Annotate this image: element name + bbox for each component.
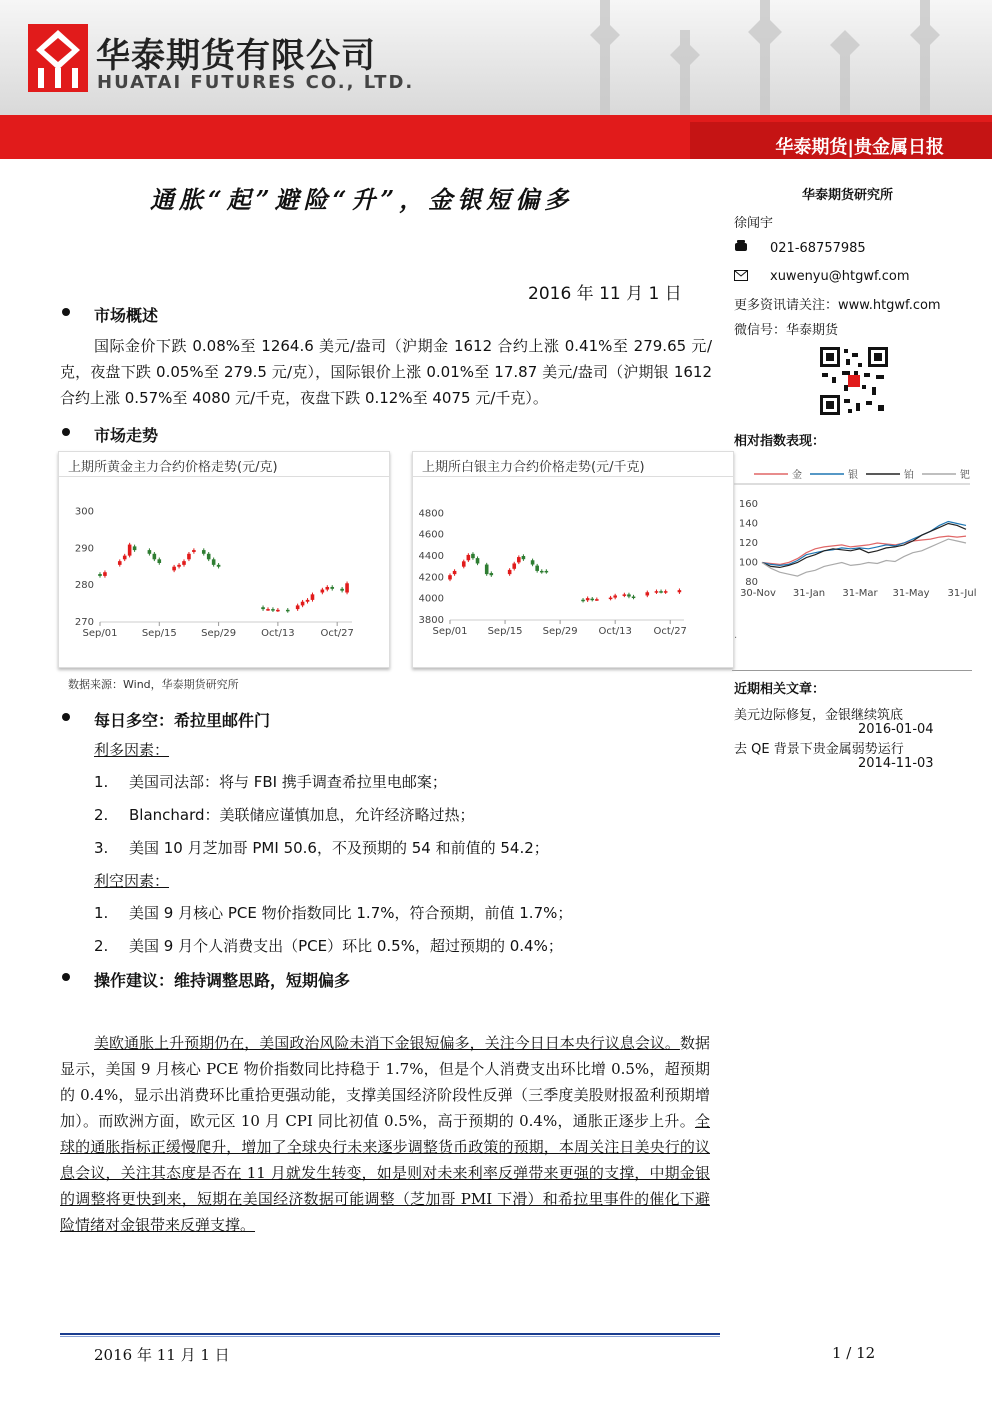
candle-body — [540, 571, 544, 573]
candle-body — [123, 556, 127, 560]
chart-title-divider — [58, 476, 390, 477]
y-tick-label: 300 — [74, 506, 94, 518]
candle-body — [217, 565, 221, 567]
candle-body — [321, 590, 325, 593]
bull-factors-label: 利多因素： — [94, 741, 170, 759]
x-tick-label: Sep/01 — [82, 628, 118, 639]
candle-body — [118, 561, 122, 565]
data-source: 数据来源：Wind，华泰期货研究所 — [68, 678, 239, 691]
article-title[interactable]: 去 QE 背景下贵金属弱势运行 — [734, 742, 904, 757]
advice-body: 数据显示，美国 9 月核心 PCE 物价指数同比持稳于 1.7%，但是个人消费支出环比增 0.5%，超预期的 0.4%，显示出消费环比重拾更强动能，支撑美国经济阶段性反弹（三季度美股财报盈利预期增加）。而欧洲方面，欧元区 10 月 CPI 同比初值 0.5%，高于预期的 0.4%，通胀正逐步上升。 — [60, 1034, 710, 1130]
candle-body — [471, 554, 475, 558]
candle-body — [128, 545, 132, 556]
candle-body — [177, 565, 181, 567]
candle-body — [522, 556, 526, 559]
x-tick-label: Sep/15 — [487, 626, 523, 637]
article-date: 2016-01-04 — [858, 722, 934, 737]
y-tick-label: 270 — [74, 617, 94, 628]
candle-body — [448, 575, 452, 579]
related-articles-label: 近期相关文章： — [734, 682, 826, 697]
chart-title-divider — [412, 476, 734, 477]
y-tick-label: 4800 — [418, 508, 444, 520]
candle-body — [98, 574, 102, 576]
silver-chart-title: 上期所白银主力合约价格走势(元/千克) — [422, 460, 645, 475]
list-item: 美国 10 月芝加哥 PMI 50.6，不及预期的 54 和前值的 54.2； — [129, 839, 549, 857]
report-type-label: 华泰期货|贵金属日报 — [775, 137, 944, 158]
silver-price-chart — [412, 494, 702, 650]
chart-dot: . — [734, 630, 738, 641]
candle-body — [508, 570, 512, 574]
bullet — [62, 428, 70, 436]
candle-body — [632, 597, 636, 599]
y-tick-label: 280 — [74, 580, 94, 592]
candle-body — [207, 554, 211, 560]
x-tick-label: Oct/27 — [653, 626, 687, 637]
candle-body — [659, 591, 663, 593]
candle-body — [545, 571, 549, 573]
footer-divider — [60, 1333, 720, 1335]
footer-date: 2016 年 11 月 1 日 — [94, 1346, 230, 1364]
section-heading: 市场走势 — [94, 426, 159, 445]
legend-label: 铂 — [904, 470, 914, 481]
candle-body — [489, 573, 493, 575]
candle-body — [655, 591, 659, 593]
x-tick-label: 31-Mar — [842, 588, 878, 599]
company-name-en: HUATAI FUTURES CO., LTD. — [97, 72, 415, 93]
candle-body — [103, 572, 107, 576]
list-item: Blanchard：美联储应谨慎加息，允许经济略过热； — [129, 806, 475, 824]
bullet — [62, 308, 70, 316]
legend-label: 金 — [792, 470, 802, 481]
candle-body — [590, 599, 594, 601]
candle-body — [453, 571, 457, 574]
candle-body — [212, 559, 216, 565]
list-item-num: 3. — [94, 839, 109, 857]
institute-name: 华泰期货研究所 — [802, 188, 894, 203]
x-tick-label: Sep/29 — [542, 626, 578, 637]
section-heading: 每日多空：希拉里邮件门 — [94, 711, 271, 730]
candle-body — [296, 605, 300, 609]
candle-body — [187, 554, 191, 560]
candle-body — [627, 594, 631, 596]
overview-text: 国际金价下跌 0.08%至 1264.6 美元/盎司（沪期金 1612 合约上涨 0.41%至 279.65 元/克，夜盘下跌 0.05%至 279.5 元/克），国际银价上涨 0.01%至 17.87 美元/盎司（沪期银 1612 合约上涨 0.57%至 4080 元/千克，夜盘下跌 0.12%至 4075 元/千克）。 — [60, 337, 712, 407]
candle-body — [157, 559, 161, 563]
list-item-num: 1. — [94, 904, 109, 922]
analyst-name: 徐闻宇 — [734, 216, 774, 231]
list-item: 美国 9 月核心 PCE 物价指数同比 1.7%，符合预期，前值 1.7%； — [129, 904, 573, 922]
gold-chart-title: 上期所黄金主力合约价格走势(元/克) — [68, 460, 278, 475]
candle-body — [261, 607, 265, 609]
series-line — [762, 539, 966, 576]
y-tick-label: 140 — [738, 518, 758, 530]
candle-body — [182, 561, 186, 565]
advice-highlight: 美欧通胀上升预期仍在，美国政治风险未消下金银短偏多，关注今日日本央行议息会议。 — [94, 1034, 680, 1052]
candle-body — [311, 594, 315, 600]
candle-body — [609, 598, 613, 600]
x-tick-label: Sep/29 — [201, 628, 237, 639]
more-info: 更多资讯请关注：www.htgwf.com — [734, 298, 941, 313]
analyst-email[interactable]: xuwenyu@htgwf.com — [770, 269, 910, 284]
x-tick-label: 31-Jan — [792, 588, 826, 599]
list-item-num: 2. — [94, 937, 109, 955]
candle-body — [613, 595, 617, 597]
section-heading: 操作建议：维持调整思路，短期偏多 — [94, 971, 351, 990]
y-tick-label: 290 — [74, 543, 94, 555]
wechat-id: 微信号：华泰期货 — [734, 323, 839, 338]
candle-body — [271, 609, 275, 611]
x-tick-label: 31-Jul — [947, 588, 977, 599]
candle-body — [512, 563, 516, 568]
y-tick-label: 120 — [738, 537, 758, 549]
x-tick-label: 30-Nov — [740, 588, 776, 599]
article-title[interactable]: 美元边际修复，金银继续筑底 — [734, 708, 904, 723]
header-decoration — [560, 0, 992, 115]
relative-index-label: 相对指数表现： — [734, 434, 826, 449]
candle-body — [476, 558, 480, 563]
candle-body — [301, 602, 305, 606]
y-tick-label: 160 — [738, 498, 758, 510]
candle-body — [462, 561, 466, 566]
candle-body — [202, 550, 206, 554]
candle-body — [485, 565, 489, 575]
y-tick-label: 4600 — [418, 529, 444, 541]
x-tick-label: Oct/13 — [261, 628, 295, 639]
candle-body — [535, 566, 539, 571]
candle-body — [517, 557, 521, 562]
candle-body — [678, 590, 682, 592]
x-tick-label: Oct/27 — [320, 628, 354, 639]
list-item: 美国 9 月个人消费支出（PCE）环比 0.5%，超过预期的 0.4%； — [129, 937, 563, 955]
candle-body — [467, 555, 471, 560]
footer-divider-accent — [60, 1336, 720, 1337]
advice-paragraph — [60, 1030, 710, 1238]
y-tick-label: 4400 — [418, 551, 444, 562]
x-tick-label: Sep/01 — [432, 626, 468, 637]
candle-body — [148, 550, 152, 554]
list-item-num: 1. — [94, 773, 109, 791]
bear-factors-label: 利空因素： — [94, 872, 170, 890]
candle-body — [172, 567, 176, 571]
series-line — [762, 522, 966, 566]
candle-body — [192, 550, 196, 552]
sidebar-divider — [732, 670, 972, 671]
candle-body — [286, 610, 290, 612]
analyst-phone: 021-68757985 — [770, 241, 866, 256]
y-tick-label: 80 — [745, 577, 758, 588]
gold-price-chart — [60, 490, 360, 650]
candle-body — [581, 600, 585, 602]
candle-body — [153, 554, 157, 560]
advice-highlight: 全球的通胀指标正缓慢爬升，增加了全球央行未来逐步调整货币政策的预期，本周关注日美央行的议息会议，关注其态度是否在 11 月就发生转变，如是则对未来利率反弹带来更强的支撑，中期金银的调整将更快到来，短期在美国经济数据可能调整（芝加哥 PMI 下滑）和希拉里事件的催化下避险情绪对金银带来反弹支撑。 — [60, 1112, 710, 1234]
email-icon — [734, 270, 748, 281]
candle-body — [276, 610, 280, 612]
report-date: 2016 年 11 月 1 日 — [528, 284, 682, 304]
y-tick-label: 100 — [738, 557, 758, 569]
candle-body — [645, 592, 649, 595]
company-name-cn: 华泰期货有限公司 — [96, 36, 376, 76]
legend-label: 银 — [848, 470, 858, 481]
candle-body — [133, 546, 137, 550]
bullet — [62, 713, 70, 721]
relative-index-chart — [732, 462, 977, 612]
x-tick-label: Oct/13 — [598, 626, 632, 637]
y-tick-label: 4200 — [418, 572, 444, 584]
candle-body — [664, 591, 668, 593]
y-tick-label: 3800 — [418, 615, 444, 626]
phone-icon — [734, 240, 748, 252]
candle-body — [306, 600, 310, 602]
article-date: 2014-11-03 — [858, 756, 934, 771]
page-number: 1 / 12 — [832, 1344, 876, 1362]
company-logo-icon — [28, 24, 88, 92]
list-item: 美国司法部：将与 FBI 携手调查希拉里电邮案； — [129, 773, 447, 791]
candle-body — [623, 594, 627, 596]
qr-code-icon[interactable] — [818, 345, 890, 417]
candle-body — [330, 587, 334, 589]
candle-body — [595, 599, 599, 601]
section-heading: 市场概述 — [94, 306, 159, 325]
candle-body — [340, 589, 344, 591]
candle-body — [345, 583, 349, 592]
list-item-num: 2. — [94, 806, 109, 824]
candle-body — [266, 609, 270, 611]
legend-label: 钯 — [960, 470, 970, 481]
candle-body — [531, 560, 535, 564]
report-title: 通胀“起”避险“升”，金银短偏多 — [150, 185, 574, 214]
bullet — [62, 973, 70, 981]
candle-body — [586, 598, 590, 600]
x-tick-label: Sep/15 — [141, 628, 177, 639]
x-tick-label: 31-May — [892, 588, 930, 599]
candle-body — [325, 587, 329, 590]
y-tick-label: 4000 — [418, 593, 444, 605]
